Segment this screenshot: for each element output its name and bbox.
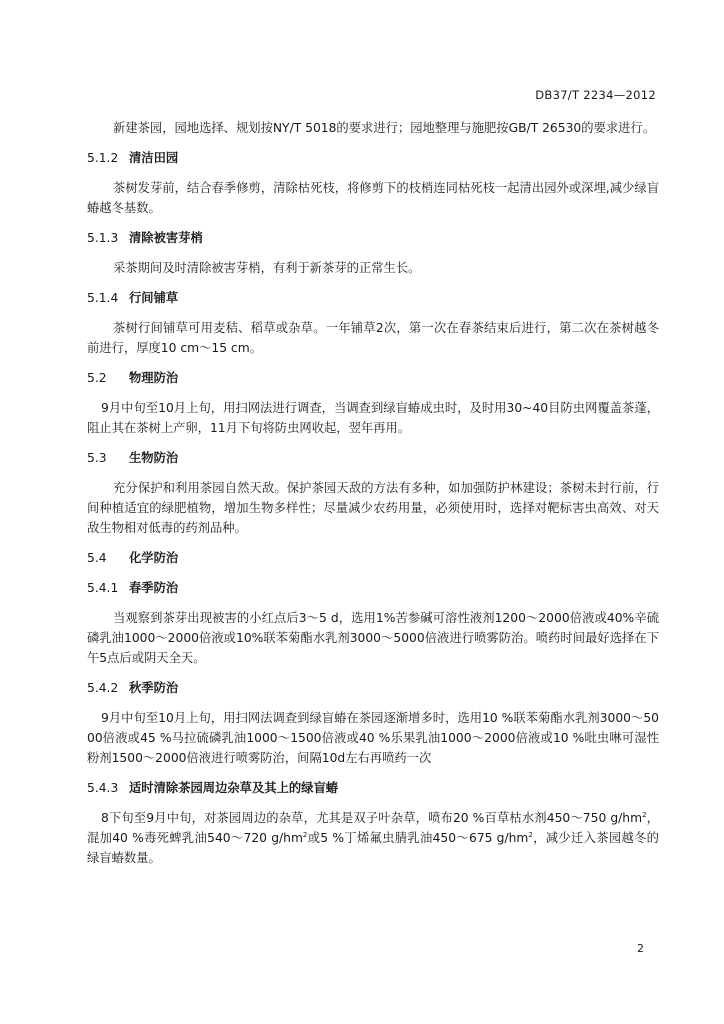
text-run: ，减少迁入茶园越冬的绿盲蝽数量。 xyxy=(87,831,659,865)
section-title: 物理防治 xyxy=(129,371,179,385)
section-title: 生物防治 xyxy=(129,451,179,465)
text-run: ，混加40 %毒死蜱乳油540～720 g/hm xyxy=(87,811,659,845)
section-number: 5.1.2 xyxy=(87,151,119,165)
section-heading xyxy=(87,678,659,698)
body-paragraph: 充分保护和利用茶园自然天敌。保护茶园天敌的方法有多种，如加强防护林建设；茶树未封行前，行间种植适宜的绿肥植物，增加生物多样性；尽量减少农药用量，必须使用时，选择对靶标害虫高效、对天敌生物相对低毒的药剂品种。 xyxy=(87,481,659,535)
superscript: 2 xyxy=(302,830,308,839)
section-title: 适时清除茶园周边杂草及其上的绿盲蝽 xyxy=(129,781,339,795)
section-heading xyxy=(87,368,659,388)
section-number: 5.3 xyxy=(87,451,107,465)
body-paragraph: 采茶期间及时清除被害芽梢，有利于新茶芽的正常生长。 xyxy=(113,261,421,275)
text-run: 8下旬至9月中旬，对茶园周边的杂草，尤其是双子叶杂草，喷布20 %百草枯水剂450～750 g/hm xyxy=(101,811,643,825)
section-title: 春季防治 xyxy=(129,581,179,595)
section-number: 5.4.2 xyxy=(87,681,119,695)
section-title: 清洁田园 xyxy=(129,151,179,165)
page-number: 2 xyxy=(637,942,644,955)
section-number: 5.4 xyxy=(87,551,107,565)
section-heading xyxy=(87,778,659,798)
section-title: 秋季防治 xyxy=(129,681,179,695)
section-number: 5.4.1 xyxy=(87,581,119,595)
body-paragraph: 新建茶园，园地选择、规划按NY/T 5018的要求进行；园地整理与施肥按GB/T 26530的要求进行。 xyxy=(113,121,656,135)
section-heading xyxy=(87,288,659,308)
section-heading xyxy=(87,448,659,468)
section-number: 5.1.3 xyxy=(87,231,119,245)
superscript: 2 xyxy=(528,830,533,839)
body-paragraph: 9月中旬至10月上旬，用扫网法进行调查，当调查到绿盲蝽成虫时，及时用30~40目防虫网覆盖茶蓬，阻止其在茶树上产卵，11月下旬将防虫网收起，翌年再用。 xyxy=(87,401,659,435)
body-paragraph xyxy=(87,808,659,868)
section-title: 化学防治 xyxy=(129,551,179,565)
section-number: 5.2 xyxy=(87,371,107,385)
body-paragraph: 茶树发芽前，结合春季修剪，清除枯死枝，将修剪下的枝梢连同枯死枝一起清出园外或深埋,减少绿盲蝽越冬基数。 xyxy=(87,181,659,215)
body-paragraph: 茶树行间铺草可用麦秸、稻草或杂草。一年铺草2次，第一次在春茶结束后进行，第二次在茶树越冬前进行，厚度10 cm～15 cm。 xyxy=(87,321,659,355)
body-paragraph: 当观察到茶芽出现被害的小红点后3～5 d，选用1%苦参碱可溶性液剂1200～2000倍液或40%辛硫磷乳油1000～2000倍液或10%联苯菊酯水乳剂3000～5000倍液进行喷雾防治。喷药时间最好选择在下午5点后或阴天全天。 xyxy=(87,611,659,665)
section-number: 5.1.4 xyxy=(87,291,119,305)
section-heading xyxy=(87,148,659,168)
section-heading xyxy=(87,228,659,248)
section-title: 行间铺草 xyxy=(129,291,179,305)
section-number: 5.4.3 xyxy=(87,781,119,795)
body-paragraph: 9月中旬至10月上旬，用扫网法调查到绿盲蝽在茶园逐渐增多时，选用10 %联苯菊酯水乳剂3000～5000倍液或45 %马拉硫磷乳油1000～1500倍液或40 %乐果乳油1000～2000倍液或10 %吡虫啉可湿性粉剂1500～2000倍液进行喷雾防治，间隔10d左右再喷药一次 xyxy=(87,711,659,765)
document-code: DB37/T 2234—2012 xyxy=(535,88,656,102)
section-heading xyxy=(87,548,659,568)
superscript: 2 xyxy=(642,810,647,819)
section-heading xyxy=(87,578,659,598)
text-run: 或5 %丁烯氟虫腈乳油450～675 g/hm xyxy=(307,831,529,845)
document-body xyxy=(87,118,659,878)
section-title: 清除被害芽梢 xyxy=(129,231,203,245)
